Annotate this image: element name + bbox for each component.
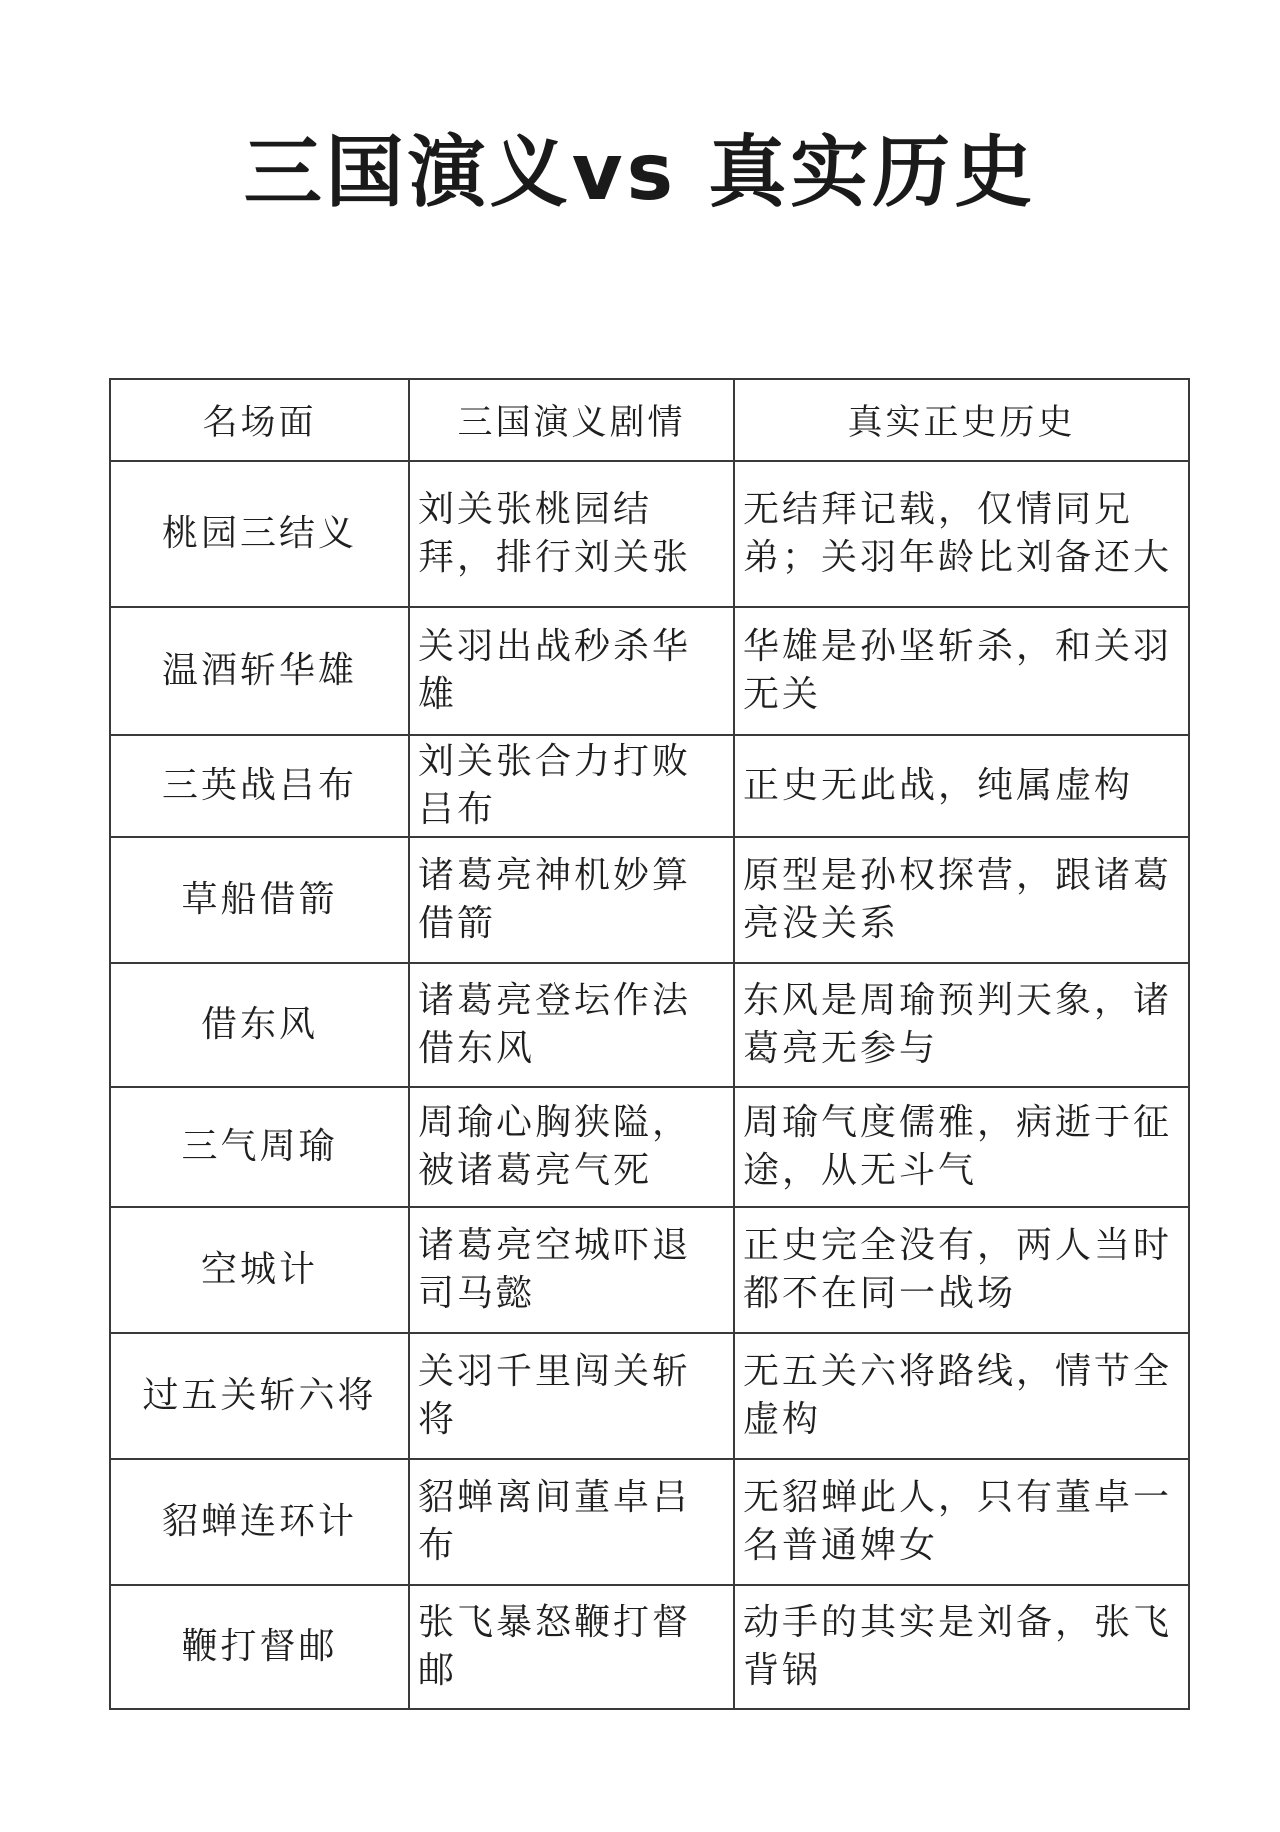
cell-scene: 桃园三结义 — [110, 461, 409, 607]
cell-real-history: 正史无此战，纯属虚构 — [734, 735, 1189, 837]
table-row — [110, 837, 1189, 963]
page-title: 三国演义vs 真实历史 — [243, 128, 1037, 218]
cell-real-history: 周瑜气度儒雅，病逝于征途，从无斗气 — [734, 1087, 1189, 1207]
table-row — [110, 963, 1189, 1087]
cell-scene: 三气周瑜 — [110, 1087, 409, 1207]
cell-scene: 温酒斩华雄 — [110, 607, 409, 735]
cell-novel-plot: 关羽出战秒杀华雄 — [409, 607, 734, 735]
cell-novel-plot: 诸葛亮空城吓退司马懿 — [409, 1207, 734, 1333]
cell-real-history: 无貂蝉此人，只有董卓一名普通婢女 — [734, 1459, 1189, 1585]
header-novel-plot: 三国演义剧情 — [409, 379, 734, 461]
table-row — [110, 1087, 1189, 1207]
cell-novel-plot: 诸葛亮登坛作法借东风 — [409, 963, 734, 1087]
table-header-row — [110, 379, 1189, 461]
cell-scene: 空城计 — [110, 1207, 409, 1333]
comparison-table — [109, 378, 1190, 1710]
cell-novel-plot: 张飞暴怒鞭打督邮 — [409, 1585, 734, 1709]
table-row — [110, 607, 1189, 735]
cell-real-history: 正史完全没有，两人当时都不在同一战场 — [734, 1207, 1189, 1333]
cell-scene: 草船借箭 — [110, 837, 409, 963]
cell-novel-plot: 关羽千里闯关斩将 — [409, 1333, 734, 1459]
cell-novel-plot: 刘关张合力打败吕布 — [409, 735, 734, 837]
table-row — [110, 1459, 1189, 1585]
cell-real-history: 东风是周瑜预判天象，诸葛亮无参与 — [734, 963, 1189, 1087]
cell-real-history: 无结拜记载，仅情同兄弟；关羽年龄比刘备还大 — [734, 461, 1189, 607]
header-scene: 名场面 — [110, 379, 409, 461]
cell-scene: 貂蝉连环计 — [110, 1459, 409, 1585]
table-row — [110, 1333, 1189, 1459]
table-row — [110, 1585, 1189, 1709]
cell-novel-plot: 诸葛亮神机妙算借箭 — [409, 837, 734, 963]
cell-real-history: 无五关六将路线，情节全虚构 — [734, 1333, 1189, 1459]
cell-scene: 三英战吕布 — [110, 735, 409, 837]
table-row — [110, 1207, 1189, 1333]
header-real-history: 真实正史历史 — [734, 379, 1189, 461]
cell-scene: 借东风 — [110, 963, 409, 1087]
cell-real-history: 原型是孙权探营，跟诸葛亮没关系 — [734, 837, 1189, 963]
table-row — [110, 735, 1189, 837]
cell-novel-plot: 貂蝉离间董卓吕布 — [409, 1459, 734, 1585]
cell-novel-plot: 刘关张桃园结拜，排行刘关张 — [409, 461, 734, 607]
cell-novel-plot: 周瑜心胸狭隘，被诸葛亮气死 — [409, 1087, 734, 1207]
cell-scene: 鞭打督邮 — [110, 1585, 409, 1709]
cell-scene: 过五关斩六将 — [110, 1333, 409, 1459]
cell-real-history: 华雄是孙坚斩杀，和关羽无关 — [734, 607, 1189, 735]
table-row — [110, 461, 1189, 607]
cell-real-history: 动手的其实是刘备，张飞背锅 — [734, 1585, 1189, 1709]
